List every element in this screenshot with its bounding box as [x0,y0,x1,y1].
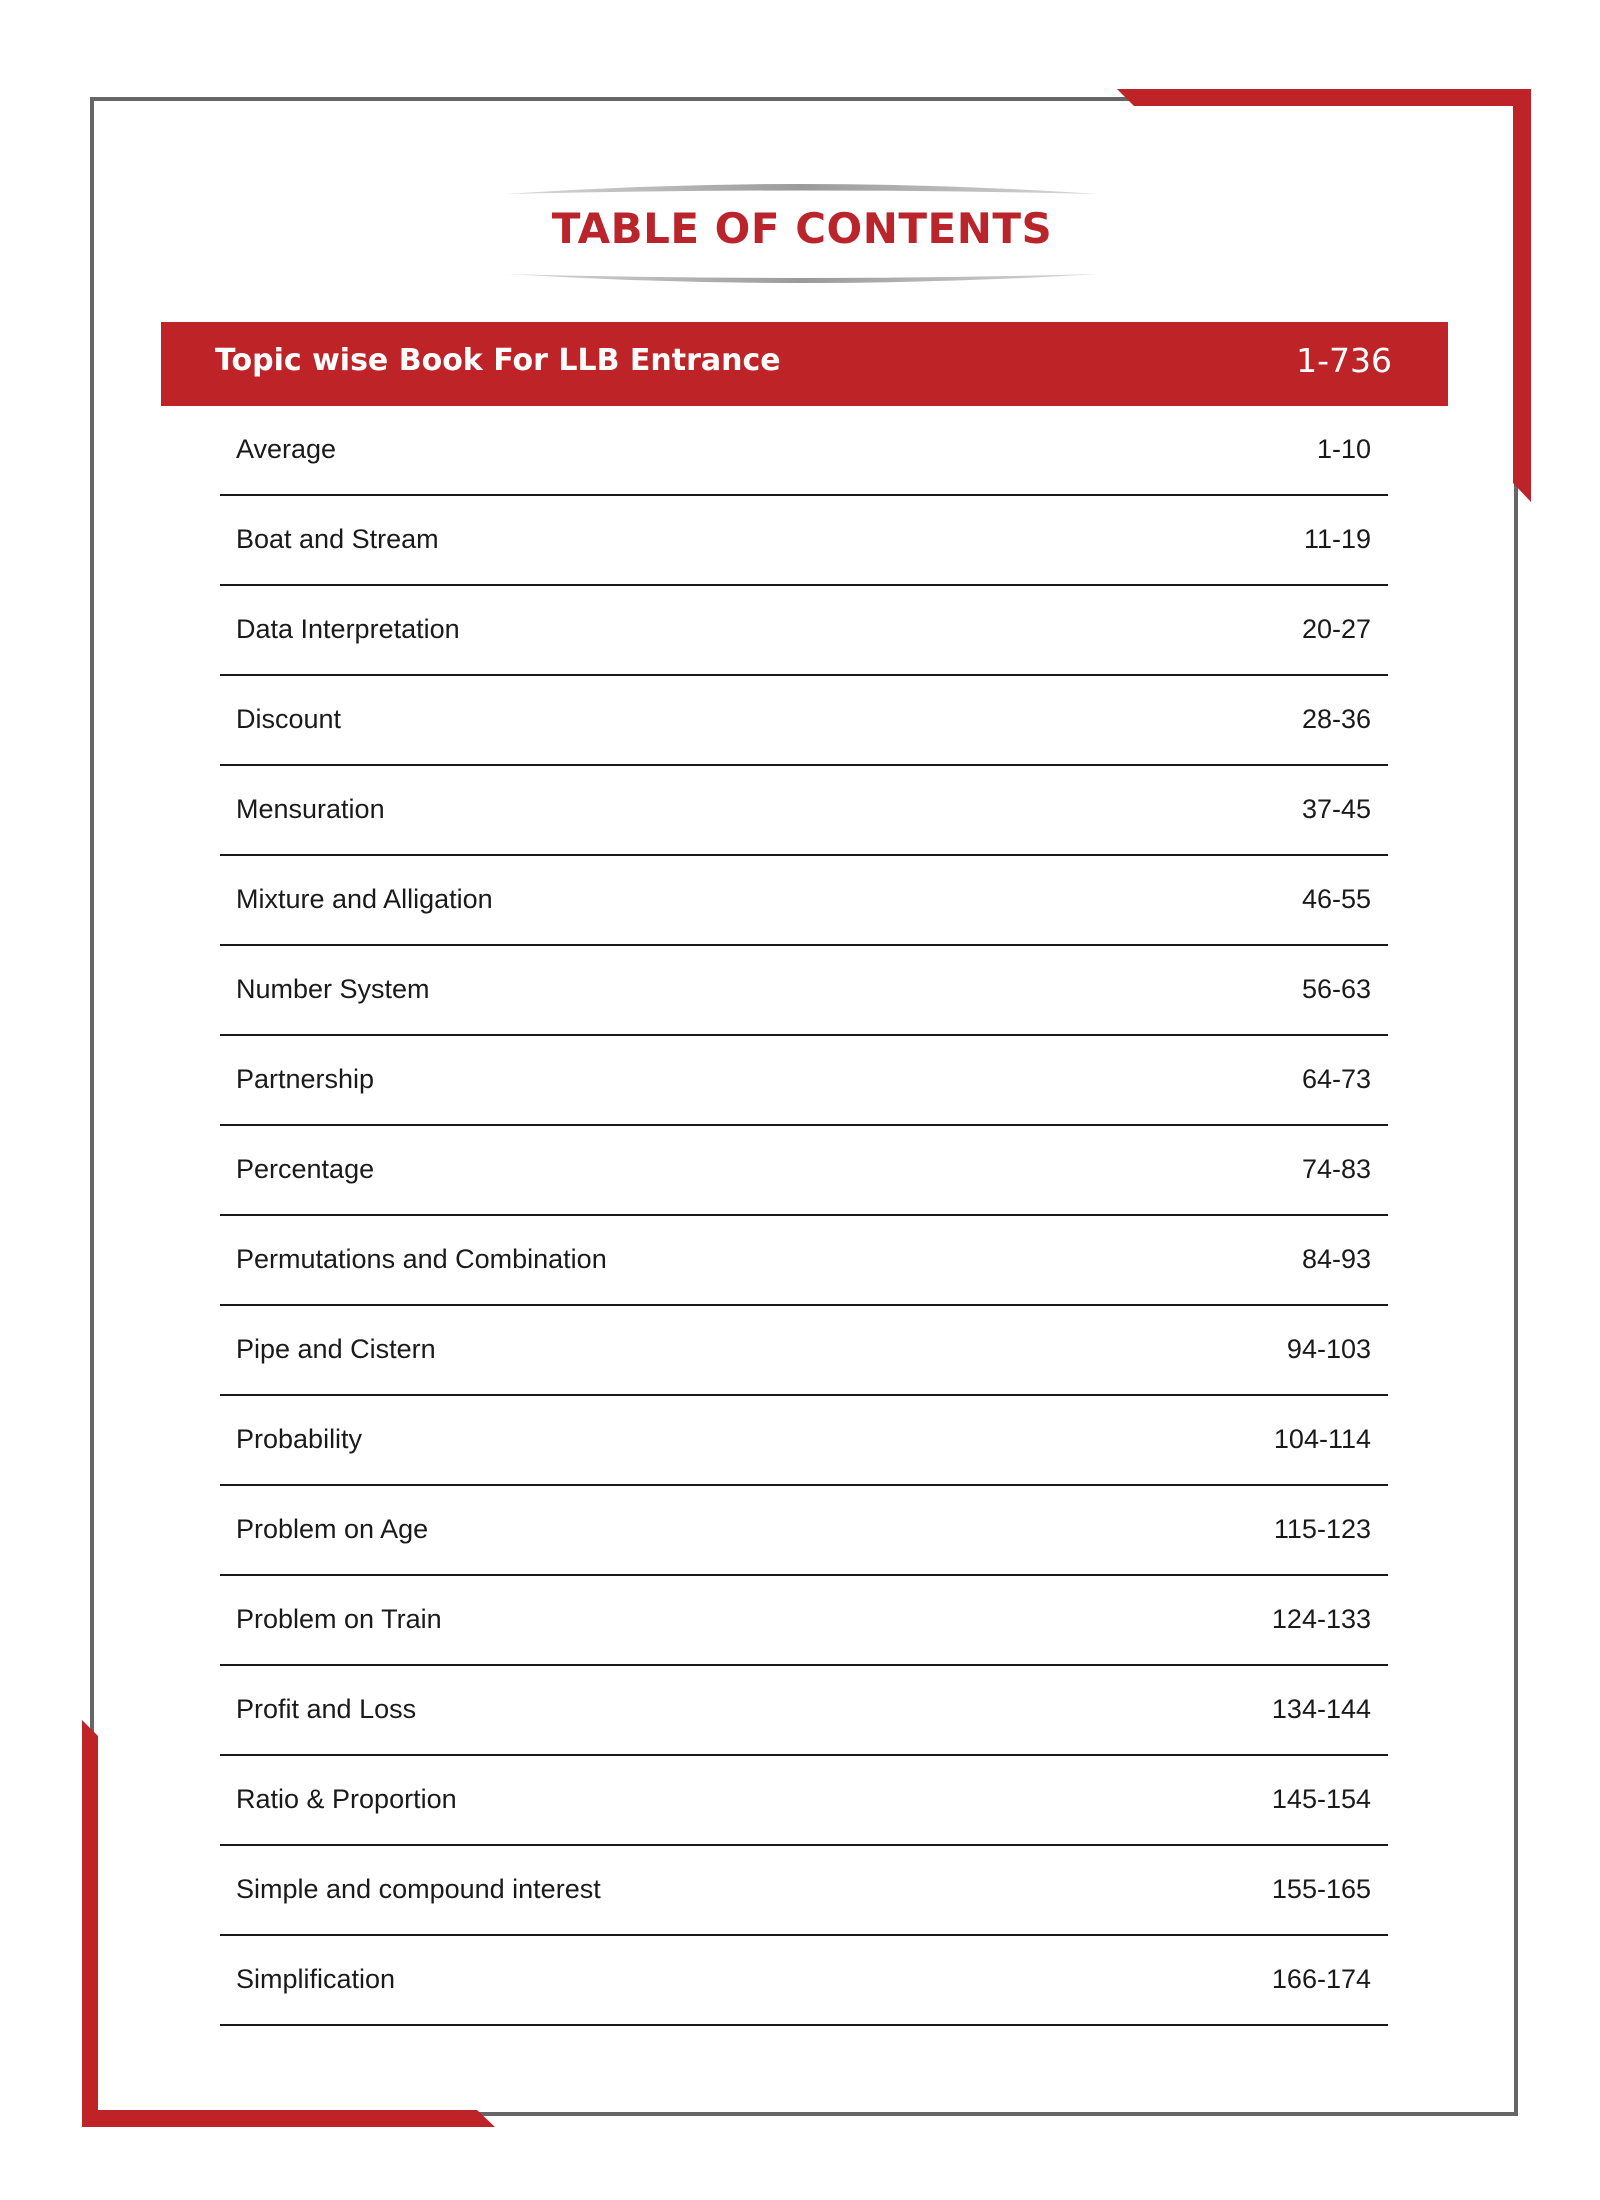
toc-entry[interactable] [220,1036,1388,1126]
toc-page-range: 104-114 [1273,1424,1371,1454]
toc-page-range: 124-133 [1271,1604,1371,1634]
toc-entry[interactable] [220,1666,1388,1756]
toc-topic: Simple and compound interest [236,1874,601,1904]
book-header-bar [161,322,1448,406]
toc-page-range: 20-27 [1301,614,1371,644]
toc-page-range: 28-36 [1301,704,1371,734]
toc-entry[interactable] [220,406,1388,496]
toc-entry[interactable] [220,766,1388,856]
toc-topic: Pipe and Cistern [236,1334,436,1364]
toc-topic: Profit and Loss [236,1694,417,1724]
toc-topic: Problem on Age [236,1514,429,1544]
toc-topic: Probability [236,1424,363,1454]
toc-page-range: 155-165 [1271,1874,1371,1904]
toc-page-range: 46-55 [1301,884,1371,914]
toc-topic: Mixture and Alligation [236,884,493,914]
toc-page-range: 64-73 [1301,1064,1371,1094]
toc-page-range: 56-63 [1301,974,1371,1004]
toc-entry[interactable] [220,586,1388,676]
toc-entry[interactable] [220,1306,1388,1396]
toc-entry[interactable] [220,1756,1388,1846]
toc-topic: Permutations and Combination [236,1244,607,1274]
toc-topic: Number System [236,974,430,1004]
toc-entry[interactable] [220,676,1388,766]
book-page-range: 1-736 [1296,341,1392,380]
toc-page-range: 11-19 [1303,524,1371,554]
toc-page-range: 145-154 [1271,1784,1371,1814]
toc-entry[interactable] [220,1936,1388,2026]
toc-page-range: 134-144 [1271,1694,1371,1724]
toc-topic: Average [236,434,337,464]
page-title: TABLE OF CONTENTS [551,204,1053,253]
toc-page-range: 37-45 [1301,794,1371,824]
toc-page-range: 94-103 [1286,1334,1371,1364]
toc-page-range: 166-174 [1271,1964,1371,1994]
toc-topic: Problem on Train [236,1604,442,1634]
title-banner [505,178,1099,288]
toc-topic: Discount [236,704,342,734]
toc-topic: Data Interpretation [236,614,460,644]
toc-topic: Mensuration [236,794,385,824]
toc-entry[interactable] [220,1486,1388,1576]
toc-entry[interactable] [220,496,1388,586]
toc-topic: Boat and Stream [236,524,439,554]
toc-entry[interactable] [220,1216,1388,1306]
toc-topic: Simplification [236,1964,396,1994]
toc-page-range: 1-10 [1316,434,1371,464]
toc-page-range: 84-93 [1301,1244,1371,1274]
toc-entry[interactable] [220,946,1388,1036]
book-title: Topic wise Book For LLB Entrance [215,343,781,378]
toc-entry[interactable] [220,856,1388,946]
toc-entry[interactable] [220,1576,1388,1666]
toc-entry[interactable] [220,1396,1388,1486]
toc-page-range: 115-123 [1273,1514,1371,1544]
toc-list [220,406,1388,2026]
toc-entry[interactable] [220,1126,1388,1216]
toc-topic: Partnership [236,1064,375,1094]
toc-topic: Ratio & Proportion [236,1784,457,1814]
toc-entry[interactable] [220,1846,1388,1936]
toc-topic: Percentage [236,1154,375,1184]
toc-page-range: 74-83 [1301,1154,1371,1184]
